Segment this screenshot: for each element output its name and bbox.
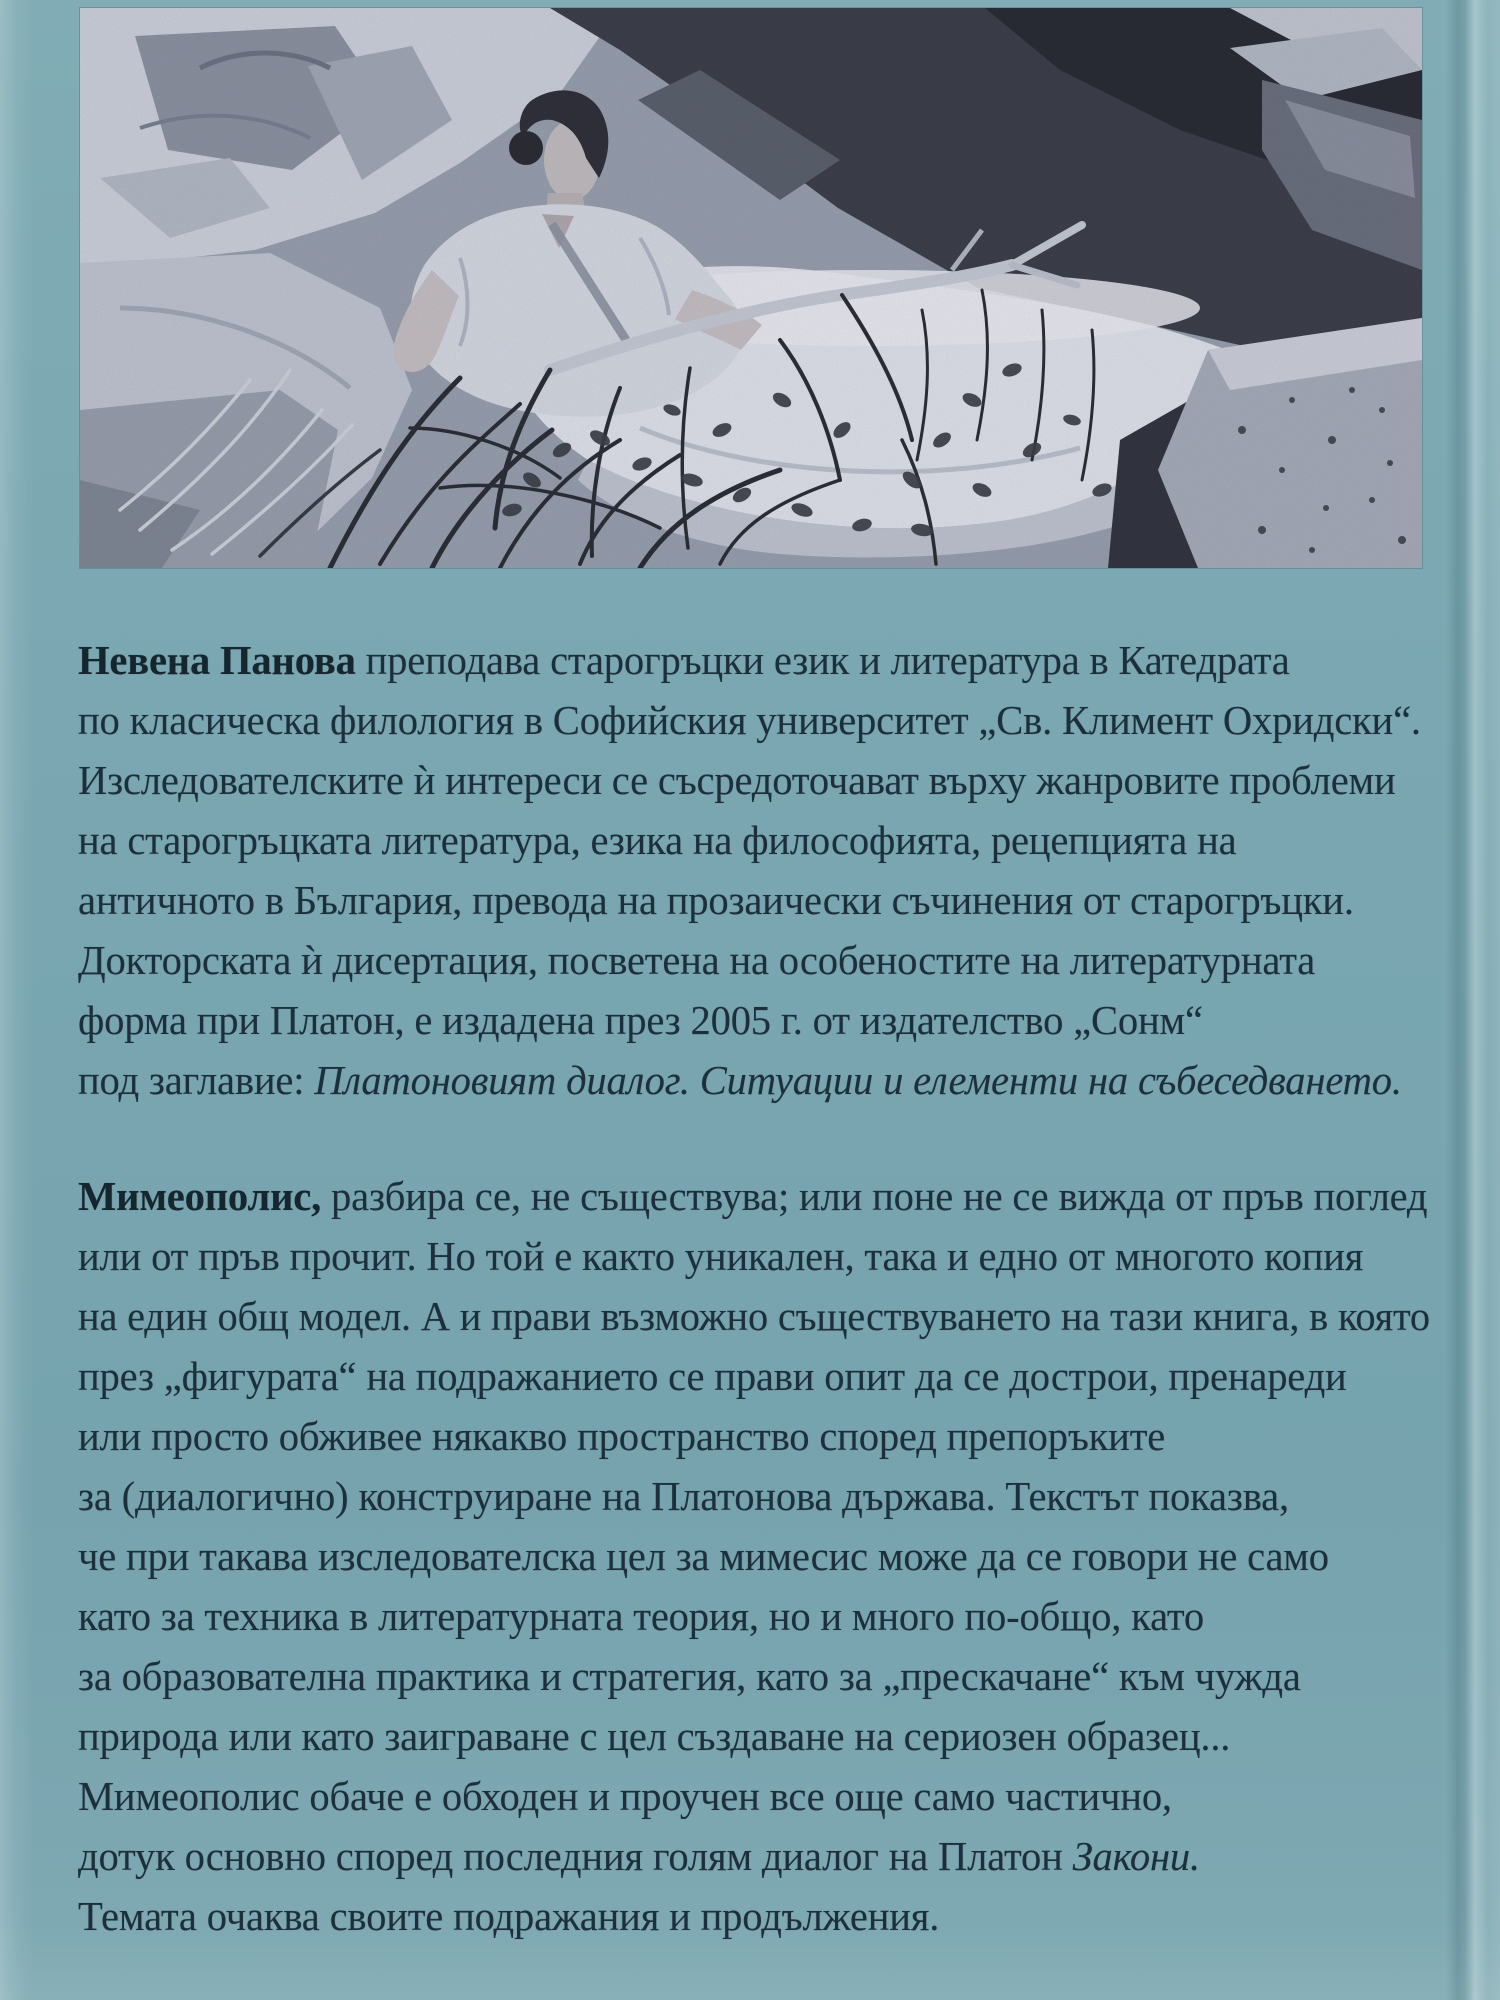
body-text: форма при Платон, е издадена през 2005 г. от издателство „Сонм“ [78,997,1203,1043]
text-line [78,1166,1430,1226]
body-text: на старогръцката литература, езика на философията, рецепцията на [78,817,1237,863]
text-line [78,1766,1430,1826]
italic-text: Закони. [1072,1833,1200,1879]
text-block [78,630,1443,2000]
text-line [78,1826,1430,1886]
text-line [78,1886,1430,1946]
body-text: на един общ модел. А и прави възможно съществуването на тази книга, в която [78,1293,1430,1339]
body-text: разбира се, не съществува; или поне не се вижда от пръв поглед [321,1173,1428,1219]
text-line [78,750,1430,810]
bold-text: Невена Панова [78,637,356,683]
body-text: дотук основно според последния голям диалог на Платон [78,1833,1073,1879]
body-text: природа или като заиграване с цел създаване на сериозен образец... [78,1713,1231,1759]
body-text: преподава старогръцки език и литература в Катедрата [355,637,1290,683]
text-line [78,1706,1430,1766]
body-text: Темата очаква своите подражания и продължения. [78,1893,940,1939]
text-line [78,930,1430,990]
body-text: античното в България, превода на прозаически съчинения от старогръцки. [78,877,1354,923]
text-line [78,990,1430,1050]
cover-photo-illustration [80,8,1422,568]
book-annotation [78,1166,1443,1946]
text-line [78,1646,1430,1706]
text-line [78,1466,1430,1526]
body-text: през „фигурата“ на подражанието се прави опит да се дострои, пренареди [78,1353,1347,1399]
italic-text: Платоновият диалог. Ситуации и елементи на събеседването. [314,1057,1402,1103]
body-text: Мимеополис обаче е обходен и проучен все още само частично, [78,1773,1172,1819]
text-line [78,1526,1430,1586]
body-text: за (диалогично) конструиране на Платонова държава. Текстът показва, [78,1473,1289,1519]
body-text: че при такава изследователска цел за мимесис може да се говори не само [78,1533,1329,1579]
text-line [78,870,1430,930]
text-line [78,630,1430,690]
text-line [78,1586,1430,1646]
body-text: под заглавие: [78,1057,315,1103]
text-line [78,1406,1430,1466]
body-text: или просто обживее някакво пространство според препоръките [78,1413,1166,1459]
body-text: Изследователските ѝ интереси се съсредоточават върху жанровите проблеми [78,757,1396,803]
bold-text: Мимеополис, [78,1173,322,1219]
body-text: или от пръв прочит. Но той е както уникален, така и едно от многото копия [78,1233,1364,1279]
text-line [78,1346,1430,1406]
film-grain [80,8,1422,568]
body-text: като за техника в литературната теория, но и много по-общо, като [78,1593,1204,1639]
text-line [78,1286,1430,1346]
body-text: за образователна практика и стратегия, като за „прескачане“ към чужда [78,1653,1301,1699]
text-line [78,1226,1430,1286]
author-bio [78,630,1443,1110]
text-line [78,690,1430,750]
cover-photo [80,8,1422,568]
text-line [78,810,1430,870]
body-text: по класическа филология в Софийския университет „Св. Климент Охридски“. [78,697,1421,743]
text-line [78,1050,1430,1110]
body-text: Докторската ѝ дисертация, посветена на особеностите на литературната [78,937,1316,983]
